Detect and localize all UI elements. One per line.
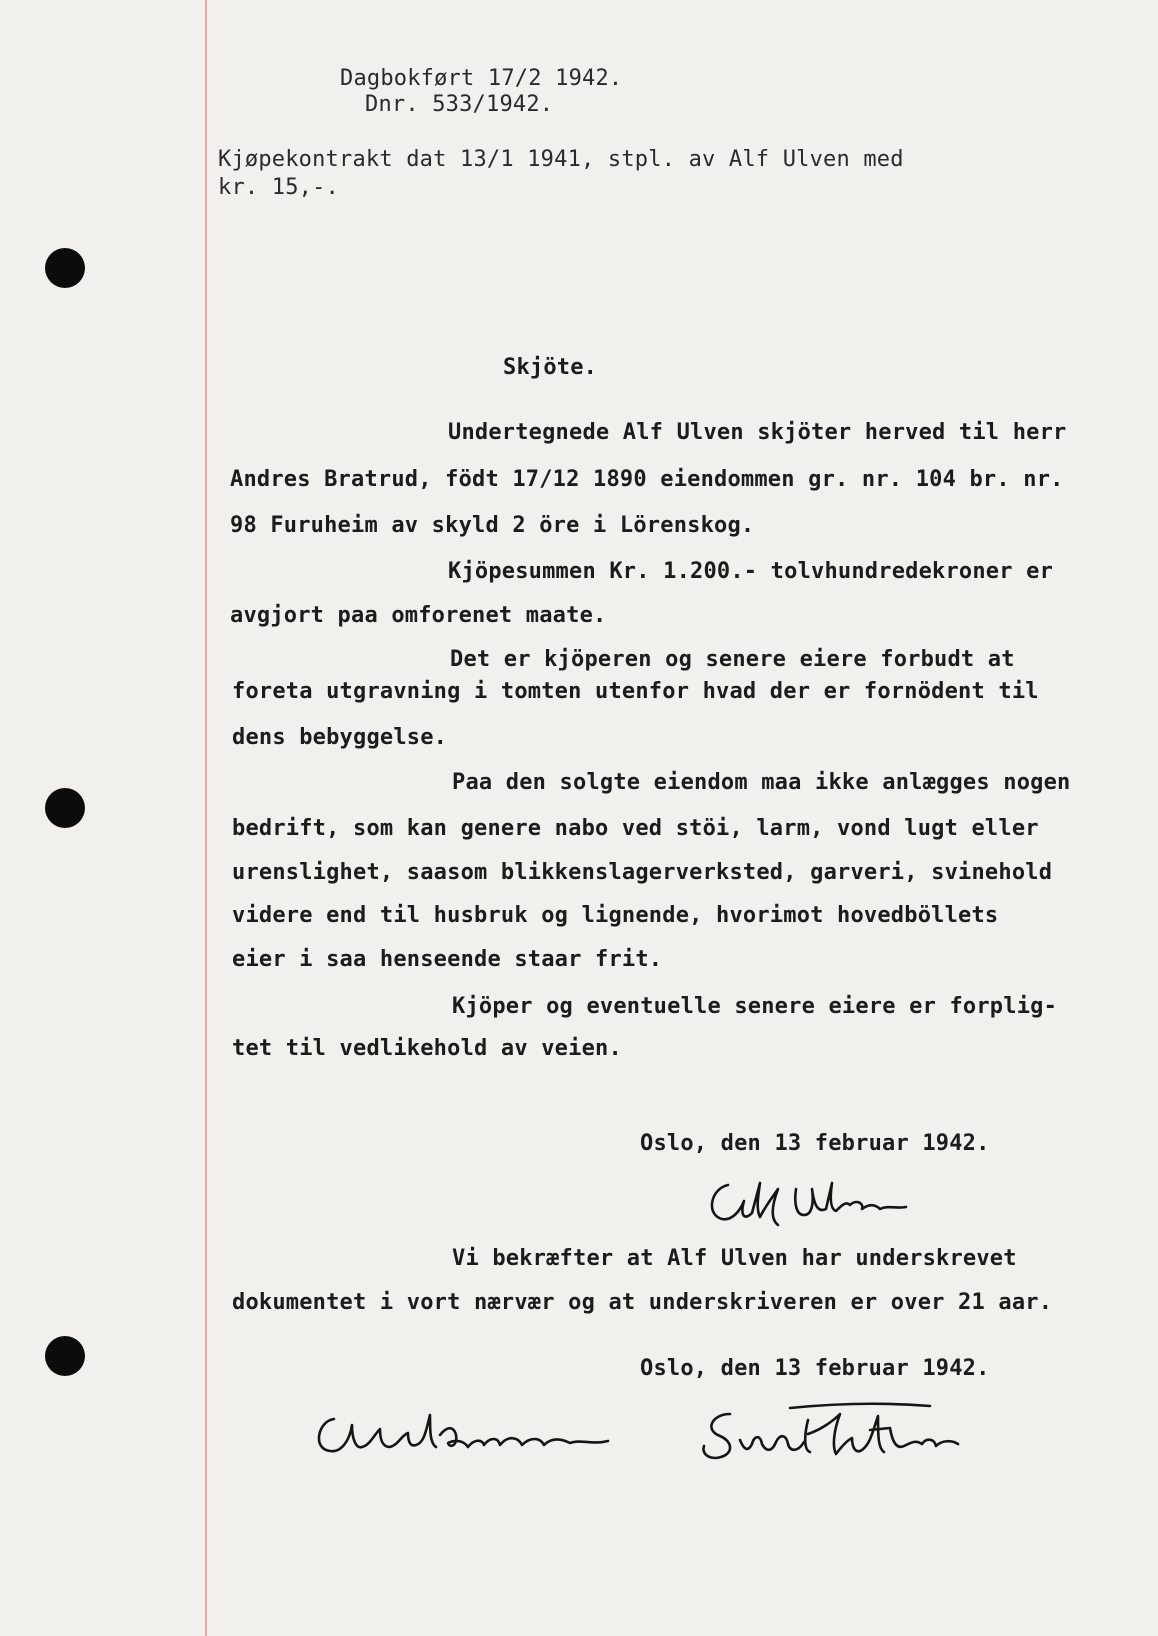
- body-line: Det er kjöperen og senere eiere forbudt at: [450, 647, 1015, 672]
- body-line: dens bebyggelse.: [232, 725, 448, 750]
- witness-line2: dokumentet i vort nærvær og at underskriveren er over 21 aar.: [232, 1290, 1053, 1315]
- contract-note-line1: Kjøpekontrakt dat 13/1 1941, stpl. av Alf Ulven med: [218, 147, 904, 172]
- contract-note-line2: kr. 15,-.: [218, 175, 340, 200]
- dnr-stamp: Dnr. 533/1942.: [365, 92, 554, 117]
- margin-rule: [205, 0, 207, 1636]
- signature-witness-2: [690, 1400, 980, 1480]
- body-line: avgjort paa omforenet maate.: [230, 603, 607, 628]
- signature-witness-1: [300, 1405, 630, 1475]
- body-line: Andres Bratrud, födt 17/12 1890 eiendommen gr. nr. 104 br. nr.: [230, 467, 1064, 492]
- punch-hole: [45, 248, 85, 288]
- document-title: Skjöte.: [503, 355, 598, 380]
- body-line: Undertegnede Alf Ulven skjöter herved til herr: [448, 420, 1067, 445]
- punch-hole: [45, 788, 85, 828]
- body-line: tet til vedlikehold av veien.: [232, 1036, 622, 1061]
- signature-seller: [700, 1175, 920, 1235]
- body-line: 98 Furuheim av skyld 2 öre i Lörenskog.: [230, 513, 755, 538]
- body-line: eier i saa henseende staar frit.: [232, 947, 663, 972]
- body-line: videre end til husbruk og lignende, hvorimot hovedböllets: [232, 903, 999, 928]
- place-date-witness: Oslo, den 13 februar 1942.: [640, 1356, 990, 1381]
- body-line: Paa den solgte eiendom maa ikke anlægges nogen: [452, 770, 1071, 795]
- body-line: Kjöper og eventuelle senere eiere er forplig-: [452, 994, 1058, 1019]
- place-date-seller: Oslo, den 13 februar 1942.: [640, 1131, 990, 1156]
- punch-hole: [45, 1336, 85, 1376]
- body-line: Kjöpesummen Kr. 1.200.- tolvhundredekroner er: [448, 559, 1054, 584]
- witness-line1: Vi bekræfter at Alf Ulven har underskrevet: [452, 1246, 1017, 1271]
- body-line: foreta utgravning i tomten utenfor hvad der er fornödent til: [232, 679, 1039, 704]
- registered-stamp: Dagbokført 17/2 1942.: [340, 66, 623, 91]
- body-line: bedrift, som kan genere nabo ved stöi, larm, vond lugt eller: [232, 816, 1039, 841]
- body-line: urenslighet, saasom blikkenslagerverksted, garveri, svinehold: [232, 860, 1053, 885]
